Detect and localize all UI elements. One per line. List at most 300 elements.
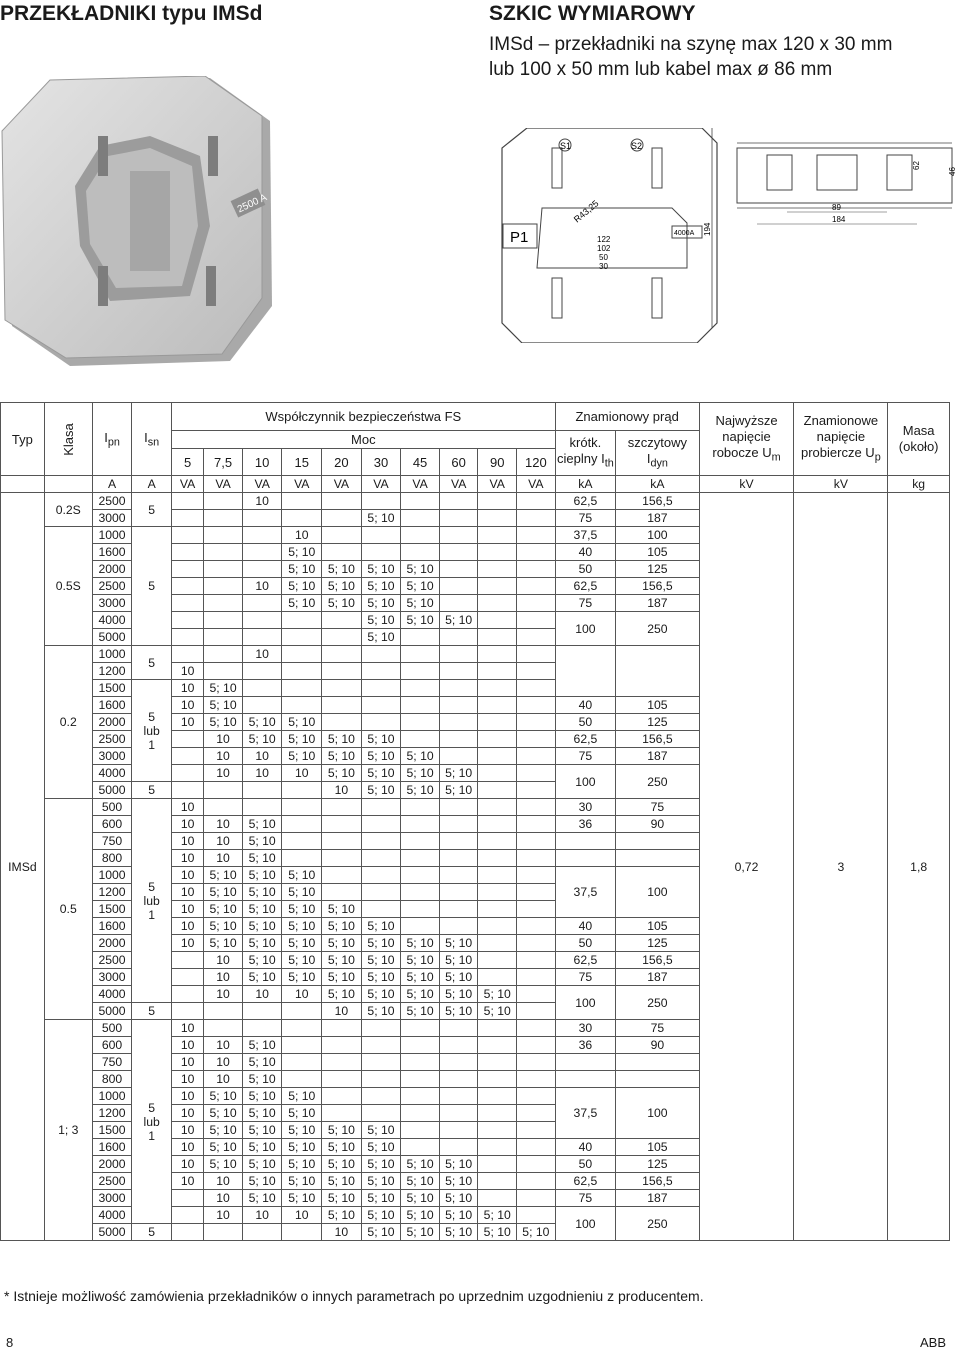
fs-cell: 5; 10 — [401, 1224, 440, 1241]
fs-cell: 10 — [242, 986, 282, 1003]
fs-cell — [517, 816, 556, 833]
fs-cell — [439, 816, 478, 833]
fs-cell — [439, 1037, 478, 1054]
fs-cell: 5; 10 — [282, 1190, 322, 1207]
class-cell: 0.5S — [44, 527, 92, 646]
ipn-cell: 800 — [92, 850, 132, 867]
fs-cell: 10 — [204, 765, 243, 782]
fs-cell: 5; 10 — [242, 816, 282, 833]
dim-122: 122 — [597, 235, 611, 244]
idyn-cell: 250 — [616, 612, 699, 646]
fs-cell — [282, 629, 322, 646]
fs-cell — [517, 697, 556, 714]
power-header-cell: 15 — [282, 449, 322, 476]
fs-cell: 5; 10 — [439, 969, 478, 986]
fs-cell — [204, 629, 243, 646]
fs-cell: 5; 10 — [322, 918, 362, 935]
units-row — [1, 476, 950, 493]
fs-cell: 5; 10 — [322, 1190, 362, 1207]
dim-62: 62 — [912, 161, 921, 170]
fs-cell — [401, 714, 440, 731]
fs-cell — [439, 1054, 478, 1071]
fs-cell — [478, 1139, 517, 1156]
subtitle-line-1: IMSd – przekładniki na szynę max 120 x 30 mm — [489, 34, 893, 55]
idyn-cell: 105 — [616, 918, 699, 935]
ith-cell — [555, 850, 615, 867]
ith-cell: 75 — [555, 1190, 615, 1207]
fs-cell — [361, 816, 401, 833]
dim-50: 50 — [599, 253, 608, 262]
fs-cell — [478, 782, 517, 799]
idyn-cell: 156,5 — [616, 578, 699, 595]
footnote: * Istnieje możliwość zamówienia przekładników o innych parametrach po uprzednim uzgodnieniu z producentem. — [4, 1288, 704, 1304]
fs-cell — [517, 884, 556, 901]
units-spacer — [1, 476, 45, 493]
fs-cell — [322, 697, 362, 714]
fs-cell — [517, 578, 556, 595]
header-szczyt — [616, 431, 699, 476]
fs-cell — [517, 1207, 556, 1224]
dimension-drawing — [497, 128, 960, 343]
fs-cell — [517, 969, 556, 986]
power-header-cell: 10 — [242, 449, 282, 476]
fs-cell — [517, 867, 556, 884]
power-header-cell: 20 — [322, 449, 362, 476]
page-number: 8 — [6, 1335, 14, 1350]
fs-cell — [361, 901, 401, 918]
fs-cell: 5; 10 — [282, 952, 322, 969]
fs-cell — [361, 680, 401, 697]
fs-cell — [322, 714, 362, 731]
fs-cell — [171, 1207, 203, 1224]
fs-cell — [478, 578, 517, 595]
fs-cell: 10 — [204, 748, 243, 765]
header-fs-group: Współczynnik bezpieczeństwa FS — [171, 403, 555, 431]
fs-cell — [401, 1020, 440, 1037]
ith-cell: 75 — [555, 969, 615, 986]
fs-cell — [517, 918, 556, 935]
unit-cell: VA — [204, 476, 243, 493]
fs-cell: 10 — [171, 1071, 203, 1088]
ith-cell: 62,5 — [555, 578, 615, 595]
header-isn: $I_{sn}$ — [132, 403, 172, 476]
ipn-cell: 1000 — [92, 867, 132, 884]
ipn-cell: 800 — [92, 1071, 132, 1088]
fs-cell — [282, 510, 322, 527]
fs-cell — [204, 799, 243, 816]
fs-cell: 10 — [171, 935, 203, 952]
ipn-cell: 2500 — [92, 578, 132, 595]
fs-cell: 10 — [171, 816, 203, 833]
header-um-line2: napięcie — [722, 428, 771, 444]
fs-cell — [439, 1105, 478, 1122]
ipn-cell: 1500 — [92, 1122, 132, 1139]
fs-cell — [401, 867, 440, 884]
fs-cell — [204, 527, 243, 544]
fs-cell — [401, 1139, 440, 1156]
fs-cell — [242, 629, 282, 646]
fs-cell — [361, 493, 401, 510]
ipn-cell: 5000 — [92, 1224, 132, 1241]
isn-cell — [132, 1003, 172, 1020]
ith-cell: 37,5 — [555, 1088, 615, 1139]
fs-cell: 5; 10 — [322, 561, 362, 578]
fs-cell: 5; 10 — [439, 765, 478, 782]
fs-cell — [478, 799, 517, 816]
fs-cell: 10 — [171, 918, 203, 935]
fs-cell — [517, 527, 556, 544]
idyn-cell — [616, 1071, 699, 1088]
fs-cell — [517, 595, 556, 612]
fs-cell — [401, 1122, 440, 1139]
ith-cell: 30 — [555, 1020, 615, 1037]
fs-cell — [401, 816, 440, 833]
fs-cell — [242, 612, 282, 629]
fs-cell — [171, 986, 203, 1003]
fs-cell — [361, 697, 401, 714]
fs-cell: 10 — [171, 1054, 203, 1071]
fs-cell: 5; 10 — [322, 1122, 362, 1139]
header-krotk-line2: cieplny I — [557, 450, 605, 466]
fs-cell: 5; 10 — [361, 969, 401, 986]
unit-cell: VA — [282, 476, 322, 493]
fs-cell — [171, 629, 203, 646]
header-um-sub: m — [771, 451, 781, 464]
idyn-cell — [616, 833, 699, 850]
ipn-cell: 1000 — [92, 646, 132, 663]
header-um — [699, 403, 794, 476]
fs-cell: 5; 10 — [204, 901, 243, 918]
fs-cell — [401, 1071, 440, 1088]
dim-184: 184 — [832, 215, 846, 224]
fs-cell: 5; 10 — [242, 1071, 282, 1088]
fs-cell: 10 — [282, 1207, 322, 1224]
ipn-cell: 1200 — [92, 884, 132, 901]
fs-cell — [282, 663, 322, 680]
power-header-cell: 60 — [439, 449, 478, 476]
header-up-line3: probiercze U — [801, 444, 875, 460]
fs-cell — [171, 731, 203, 748]
fs-cell: 10 — [204, 986, 243, 1003]
header-krotk-line1: krótk. — [569, 434, 602, 450]
fs-cell: 5; 10 — [401, 952, 440, 969]
header-krotk-sub: th — [604, 457, 614, 470]
fs-cell — [322, 1054, 362, 1071]
terminal-p1: P1 — [510, 229, 529, 246]
fs-cell: 5; 10 — [282, 969, 322, 986]
fs-cell — [282, 816, 322, 833]
fs-cell — [517, 1190, 556, 1207]
ith-cell: 40 — [555, 544, 615, 561]
fs-cell — [401, 493, 440, 510]
fs-cell: 5; 10 — [439, 612, 478, 629]
fs-cell: 10 — [242, 765, 282, 782]
header-up — [794, 403, 888, 476]
ipn-cell: 2000 — [92, 561, 132, 578]
rating-label: 4000A — [674, 230, 695, 237]
fs-cell — [204, 510, 243, 527]
fs-cell — [361, 714, 401, 731]
fs-cell: 5; 10 — [401, 612, 440, 629]
isn-cell — [132, 527, 172, 646]
idyn-cell: 156,5 — [616, 493, 699, 510]
ith-cell: 100 — [555, 986, 615, 1020]
fs-cell: 5; 10 — [322, 969, 362, 986]
fs-cell: 5; 10 — [361, 510, 401, 527]
fs-cell — [517, 1088, 556, 1105]
unit-cell: kg — [888, 476, 950, 493]
fs-cell: 10 — [282, 527, 322, 544]
fs-cell — [361, 799, 401, 816]
fs-cell — [478, 1122, 517, 1139]
isn-value: 5 — [148, 783, 156, 797]
fs-cell: 10 — [171, 1037, 203, 1054]
isn-value: 5 — [148, 879, 156, 894]
isn-value: 1 — [148, 907, 156, 922]
fs-cell — [242, 1003, 282, 1020]
power-header-cell: 5 — [171, 449, 203, 476]
fs-cell — [439, 884, 478, 901]
fs-cell — [282, 612, 322, 629]
fs-cell — [439, 680, 478, 697]
fs-cell: 10 — [171, 850, 203, 867]
ipn-cell: 1000 — [92, 1088, 132, 1105]
unit-cell: VA — [401, 476, 440, 493]
idyn-cell: 125 — [616, 935, 699, 952]
header-isn-sub: sn — [147, 436, 160, 449]
fs-cell — [517, 850, 556, 867]
ith-cell: 30 — [555, 799, 615, 816]
fs-cell — [171, 510, 203, 527]
ith-cell: 75 — [555, 595, 615, 612]
fs-cell: 5; 10 — [361, 1139, 401, 1156]
ipn-cell: 2000 — [92, 1156, 132, 1173]
fs-cell: 5; 10 — [282, 561, 322, 578]
fs-cell: 5; 10 — [401, 595, 440, 612]
fs-cell: 5; 10 — [242, 1037, 282, 1054]
ith-cell — [555, 833, 615, 850]
ipn-cell: 3000 — [92, 595, 132, 612]
fs-cell: 5; 10 — [282, 918, 322, 935]
fs-cell: 5; 10 — [322, 595, 362, 612]
fs-cell — [478, 1105, 517, 1122]
isn-cell — [132, 1020, 172, 1224]
fs-cell — [517, 731, 556, 748]
fs-cell: 5; 10 — [361, 731, 401, 748]
fs-cell — [517, 1003, 556, 1020]
idyn-cell — [616, 850, 699, 867]
fs-cell: 5; 10 — [282, 578, 322, 595]
fs-cell — [322, 867, 362, 884]
ith-cell: 100 — [555, 612, 615, 646]
fs-cell — [242, 527, 282, 544]
fs-cell — [361, 646, 401, 663]
fs-cell — [401, 697, 440, 714]
idyn-cell: 105 — [616, 1139, 699, 1156]
fs-cell: 5; 10 — [204, 714, 243, 731]
header-masa — [888, 403, 950, 476]
fs-cell: 5; 10 — [439, 1224, 478, 1241]
fs-cell — [478, 612, 517, 629]
fs-cell — [401, 731, 440, 748]
fs-cell: 5; 10 — [361, 986, 401, 1003]
ith-cell: 75 — [555, 748, 615, 765]
power-header-cell: 120 — [517, 449, 556, 476]
fs-cell: 5; 10 — [478, 1207, 517, 1224]
fs-cell: 10 — [171, 884, 203, 901]
header-klasa-label: Klasa — [60, 422, 76, 456]
fs-cell: 5; 10 — [204, 867, 243, 884]
fs-cell — [282, 1037, 322, 1054]
fs-cell — [439, 748, 478, 765]
fs-cell: 10 — [242, 578, 282, 595]
fs-cell — [361, 1071, 401, 1088]
fs-cell: 10 — [171, 1105, 203, 1122]
fs-cell — [478, 1156, 517, 1173]
fs-cell — [517, 952, 556, 969]
ipn-cell: 2500 — [92, 493, 132, 510]
fs-cell — [282, 1020, 322, 1037]
isn-value: 5 — [148, 579, 156, 593]
header-up-line1: Znamionowe — [803, 412, 879, 428]
fs-cell: 10 — [171, 1139, 203, 1156]
fs-cell — [478, 510, 517, 527]
fs-cell — [478, 1088, 517, 1105]
fs-cell — [361, 527, 401, 544]
idyn-cell: 187 — [616, 1190, 699, 1207]
fs-cell — [171, 952, 203, 969]
fs-cell: 5; 10 — [401, 1003, 440, 1020]
fs-cell — [361, 663, 401, 680]
ith-cell: 37,5 — [555, 867, 615, 918]
idyn-cell: 156,5 — [616, 1173, 699, 1190]
fs-cell — [478, 1020, 517, 1037]
fs-cell: 5; 10 — [401, 748, 440, 765]
brand-logo-text: ABB — [920, 1335, 947, 1350]
ipn-cell: 5000 — [92, 1003, 132, 1020]
fs-cell — [478, 969, 517, 986]
dim-194: 194 — [703, 222, 712, 236]
fs-cell — [478, 833, 517, 850]
fs-cell — [361, 884, 401, 901]
ith-cell: 40 — [555, 697, 615, 714]
fs-cell — [478, 493, 517, 510]
fs-cell — [517, 1156, 556, 1173]
fs-cell — [322, 850, 362, 867]
fs-cell: 5; 10 — [242, 1156, 282, 1173]
header-krotk — [555, 431, 615, 476]
fs-cell — [242, 544, 282, 561]
fs-cell: 5; 10 — [242, 884, 282, 901]
fs-cell — [322, 1088, 362, 1105]
ipn-cell: 3000 — [92, 510, 132, 527]
ith-cell — [555, 646, 615, 697]
ipn-cell: 1000 — [92, 527, 132, 544]
fs-cell — [282, 782, 322, 799]
idyn-cell: 187 — [616, 748, 699, 765]
fs-cell — [171, 544, 203, 561]
fs-cell — [401, 510, 440, 527]
fs-cell — [478, 731, 517, 748]
header-szczyt-sub: dyn — [650, 457, 668, 470]
fs-cell: 5; 10 — [282, 935, 322, 952]
fs-cell — [361, 867, 401, 884]
isn-cell — [132, 782, 172, 799]
class-cell: 0.5 — [44, 799, 92, 1020]
fs-cell — [171, 782, 203, 799]
fs-cell: 5; 10 — [242, 1122, 282, 1139]
fs-cell — [204, 595, 243, 612]
fs-cell — [242, 1020, 282, 1037]
fs-cell: 5; 10 — [401, 765, 440, 782]
fs-cell — [439, 493, 478, 510]
fs-cell: 5; 10 — [322, 1156, 362, 1173]
fs-cell: 10 — [204, 1173, 243, 1190]
fs-cell: 10 — [171, 1088, 203, 1105]
fs-cell: 5; 10 — [361, 1190, 401, 1207]
fs-cell — [204, 493, 243, 510]
fs-cell — [282, 646, 322, 663]
fs-cell — [517, 544, 556, 561]
fs-cell — [517, 646, 556, 663]
ith-cell: 62,5 — [555, 952, 615, 969]
idyn-cell: 105 — [616, 544, 699, 561]
fs-cell: 10 — [322, 1003, 362, 1020]
fs-cell — [439, 1071, 478, 1088]
fs-cell — [478, 1173, 517, 1190]
fs-cell — [478, 595, 517, 612]
fs-cell: 5; 10 — [322, 748, 362, 765]
fs-cell — [204, 782, 243, 799]
fs-cell: 5; 10 — [282, 1105, 322, 1122]
fs-cell: 5; 10 — [517, 1224, 556, 1241]
fs-cell: 5; 10 — [204, 1105, 243, 1122]
fs-cell — [282, 850, 322, 867]
ipn-cell: 1200 — [92, 663, 132, 680]
fs-cell: 10 — [171, 680, 203, 697]
fs-cell — [242, 782, 282, 799]
fs-cell: 5; 10 — [361, 561, 401, 578]
fs-cell — [204, 1224, 243, 1241]
dim-46: 46 — [948, 167, 957, 176]
fs-cell: 10 — [242, 493, 282, 510]
fs-cell: 5; 10 — [401, 1190, 440, 1207]
isn-cell — [132, 646, 172, 680]
ipn-cell: 750 — [92, 1054, 132, 1071]
ipn-cell: 2500 — [92, 1173, 132, 1190]
dim-30: 30 — [599, 262, 608, 271]
fs-cell: 5; 10 — [401, 969, 440, 986]
ipn-cell: 600 — [92, 1037, 132, 1054]
fs-cell: 5; 10 — [361, 1003, 401, 1020]
fs-cell: 5; 10 — [439, 1207, 478, 1224]
fs-cell — [401, 918, 440, 935]
ipn-cell: 2500 — [92, 731, 132, 748]
isn-value: 5 — [148, 1100, 156, 1115]
fs-cell — [439, 799, 478, 816]
fs-cell: 5; 10 — [439, 782, 478, 799]
fs-cell — [478, 629, 517, 646]
fs-cell — [171, 612, 203, 629]
fs-cell: 5; 10 — [361, 765, 401, 782]
fs-cell: 5; 10 — [361, 629, 401, 646]
header-szczyt-line2: I — [646, 450, 651, 466]
fs-cell — [439, 1088, 478, 1105]
fs-cell: 10 — [204, 1190, 243, 1207]
fs-cell — [171, 1224, 203, 1241]
power-header-cell: 7,5 — [204, 449, 243, 476]
fs-cell: 5; 10 — [478, 986, 517, 1003]
